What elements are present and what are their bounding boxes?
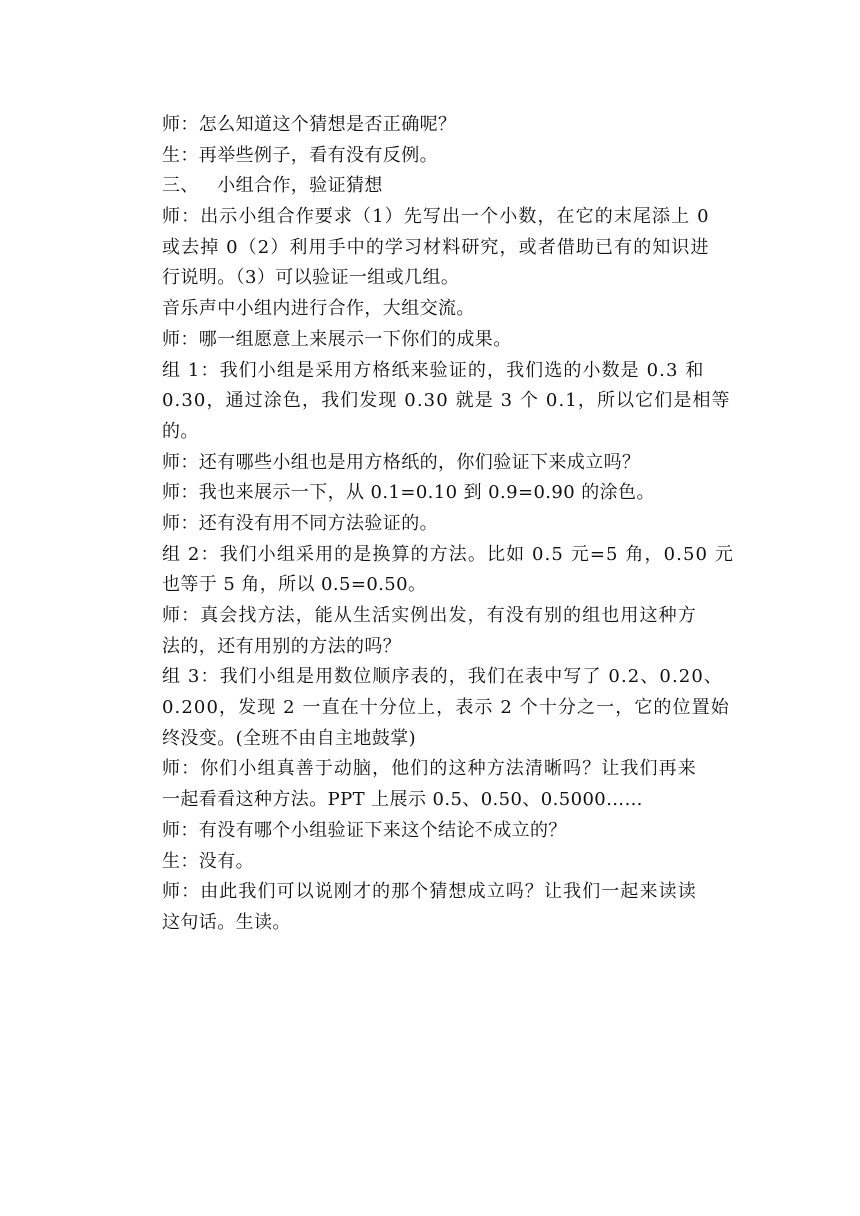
text-line: 师：出示小组合作要求（1）先写出一个小数，在它的末尾添上 0 bbox=[162, 206, 710, 228]
text-line: 行说明。（3）可以验证一组或几组。 bbox=[162, 267, 460, 289]
section-heading: 三、 小组合作，验证猜想 bbox=[162, 175, 383, 197]
text-line: 师：有没有哪个小组验证下来这个结论不成立的？ bbox=[162, 819, 567, 841]
text-line: 这句话。生读。 bbox=[162, 911, 291, 933]
text-line: 生：没有。 bbox=[162, 850, 254, 872]
text-line: 师：你们小组真善于动脑，他们的这种方法清晰吗？让我们再来 bbox=[162, 758, 697, 780]
text-line: 师：哪一组愿意上来展示一下你们的成果。 bbox=[162, 328, 512, 350]
text-line: 师：还有哪些小组也是用方格纸的，你们验证下来成立吗？ bbox=[162, 451, 641, 473]
text-line: 师：我也来展示一下，从 0.1=0.10 到 0.9=0.90 的涂色。 bbox=[162, 482, 655, 504]
text-line: 组 1：我们小组是采用方格纸来验证的，我们选的小数是 0.3 和 bbox=[162, 359, 705, 381]
document-body bbox=[162, 110, 737, 939]
text-line: 终没变。(全班不由自主地鼓掌) bbox=[162, 727, 417, 749]
text-line: 组 3：我们小组是用数位顺序表的，我们在表中写了 0.2、0.20、 bbox=[162, 666, 723, 688]
text-line: 组 2：我们小组采用的是换算的方法。比如 0.5 元=5 角，0.50 元 bbox=[162, 543, 734, 565]
text-line: 也等于 5 角，所以 0.5=0.50。 bbox=[162, 574, 427, 596]
text-line: 师：由此我们可以说刚才的那个猜想成立吗？让我们一起来读读 bbox=[162, 881, 697, 903]
text-line: 师：真会找方法，能从生活实例出发，有没有别的组也用这种方 bbox=[162, 605, 697, 626]
text-line: 的。 bbox=[162, 420, 199, 442]
text-line: 音乐声中小组内进行合作，大组交流。 bbox=[162, 298, 475, 320]
text-line: 师：怎么知道这个猜想是否正确呢？ bbox=[162, 114, 457, 135]
text-line: 0.30，通过涂色，我们发现 0.30 就是 3 个 0.1，所以它们是相等 bbox=[162, 390, 731, 412]
text-line: 一起看看这种方法。PPT 上展示 0.5、0.50、0.5000…… bbox=[162, 789, 643, 811]
text-line: 0.200，发现 2 一直在十分位上，表示 2 个十分之一，它的位置始 bbox=[162, 697, 730, 719]
text-line: 法的，还有用别的方法的吗？ bbox=[162, 635, 402, 657]
text-line: 生：再举些例子，看有没有反例。 bbox=[162, 144, 438, 166]
text-line: 师：还有没有用不同方法验证的。 bbox=[162, 512, 438, 534]
text-line: 或去掉 0（2）利用手中的学习材料研究，或者借助已有的知识进 bbox=[162, 236, 710, 258]
